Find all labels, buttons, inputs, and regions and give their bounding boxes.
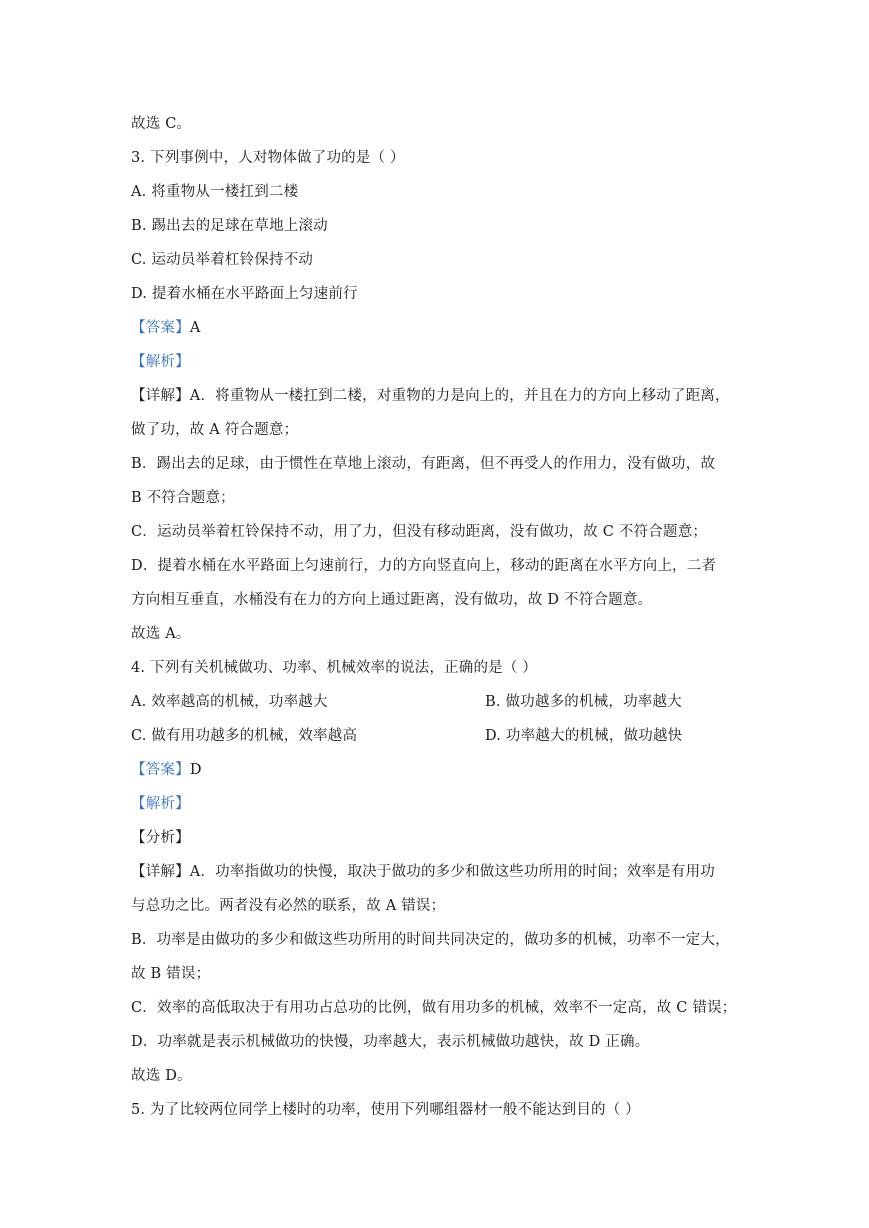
q4-option-a: A. 效率越高的机械，功率越大 bbox=[131, 694, 328, 710]
answer-value: D bbox=[189, 762, 202, 778]
q3-option-b: B. 踢出去的足球在草地上滚动 bbox=[131, 218, 328, 234]
q3-option-c: C. 运动员举着杠铃保持不动 bbox=[131, 252, 314, 268]
q3-answer bbox=[131, 318, 200, 338]
q4-detail-b-2: 故 B 错误； bbox=[131, 966, 211, 982]
question-5-stem: 5. 为了比较两位同学上楼时的功率，使用下列哪组器材一般不能达到目的（ ） bbox=[131, 1102, 640, 1118]
q4-option-b: B. 做功越多的机械，功率越大 bbox=[485, 694, 682, 710]
question-4-stem: 4. 下列有关机械做功、功率、机械效率的说法，正确的是（ ） bbox=[131, 660, 538, 676]
conclusion-q2: 故选 C。 bbox=[131, 116, 192, 132]
answer-value: A bbox=[189, 320, 201, 336]
q4-detail-a-2: 与总功之比。两者没有必然的联系，故 A 错误； bbox=[131, 898, 446, 914]
q4-option-c: C. 做有用功越多的机械，效率越高 bbox=[131, 728, 358, 744]
q4-option-d: D. 功率越大的机械，做功越快 bbox=[485, 728, 683, 744]
q4-answer bbox=[131, 760, 202, 780]
q3-detail-d-2: 方向相互垂直，水桶没有在力的方向上通过距离，没有做功，故 D 不符合题意。 bbox=[131, 592, 653, 608]
answer-tag: 【答案】 bbox=[131, 762, 190, 778]
q3-detail-d-1: D．提着水桶在水平路面上匀速前行，力的方向竖直向上，移动的距离在水平方向上，二者 bbox=[131, 558, 717, 574]
q3-detail-b-1: B．踢出去的足球，由于惯性在草地上滚动，有距离，但不再受人的作用力，没有做功，故 bbox=[131, 456, 716, 472]
answer-tag: 【答案】 bbox=[131, 320, 190, 336]
q4-options-row-1 bbox=[131, 692, 682, 712]
conclusion-q3: 故选 A。 bbox=[131, 626, 191, 642]
q3-detail-c: C．运动员举着杠铃保持不动，用了力，但没有移动距离，没有做功，故 C 不符合题意； bbox=[131, 524, 708, 540]
q3-detail-a-1: 【详解】A．将重物从一楼扛到二楼，对重物的力是向上的，并且在力的方向上移动了距离， bbox=[131, 388, 730, 404]
q3-detail-a-2: 做了功，故 A 符合题意； bbox=[131, 422, 299, 438]
q3-detail-b-2: B 不符合题意； bbox=[131, 490, 235, 506]
q4-detail-a-1: 【详解】A．功率指做功的快慢，取决于做功的多少和做这些功所用的时间；效率是有用功 bbox=[131, 864, 715, 880]
q4-detail-b-1: B．功率是由做功的多少和做这些功所用的时间共同决定的，做功多的机械，功率不一定大， bbox=[131, 932, 730, 948]
conclusion-q4: 故选 D。 bbox=[131, 1068, 192, 1084]
q3-analysis-tag: 【解析】 bbox=[131, 354, 190, 370]
q3-option-d: D. 提着水桶在水平路面上匀速前行 bbox=[131, 286, 358, 302]
q4-detail-d: D．功率就是表示机械做功的快慢，功率越大，表示机械做功越快，故 D 正确。 bbox=[131, 1034, 650, 1050]
q4-analysis-label: 【分析】 bbox=[131, 830, 190, 846]
q4-options-row-2 bbox=[131, 726, 683, 746]
q3-option-a: A. 将重物从一楼扛到二楼 bbox=[131, 184, 299, 200]
question-3-stem: 3. 下列事例中，人对物体做了功的是（ ） bbox=[131, 150, 405, 166]
q4-detail-c: C．效率的高低取决于有用功占总功的比例，做有用功多的机械，效率不一定高，故 C 错误； bbox=[131, 1000, 737, 1016]
q4-analysis-tag: 【解析】 bbox=[131, 796, 190, 812]
